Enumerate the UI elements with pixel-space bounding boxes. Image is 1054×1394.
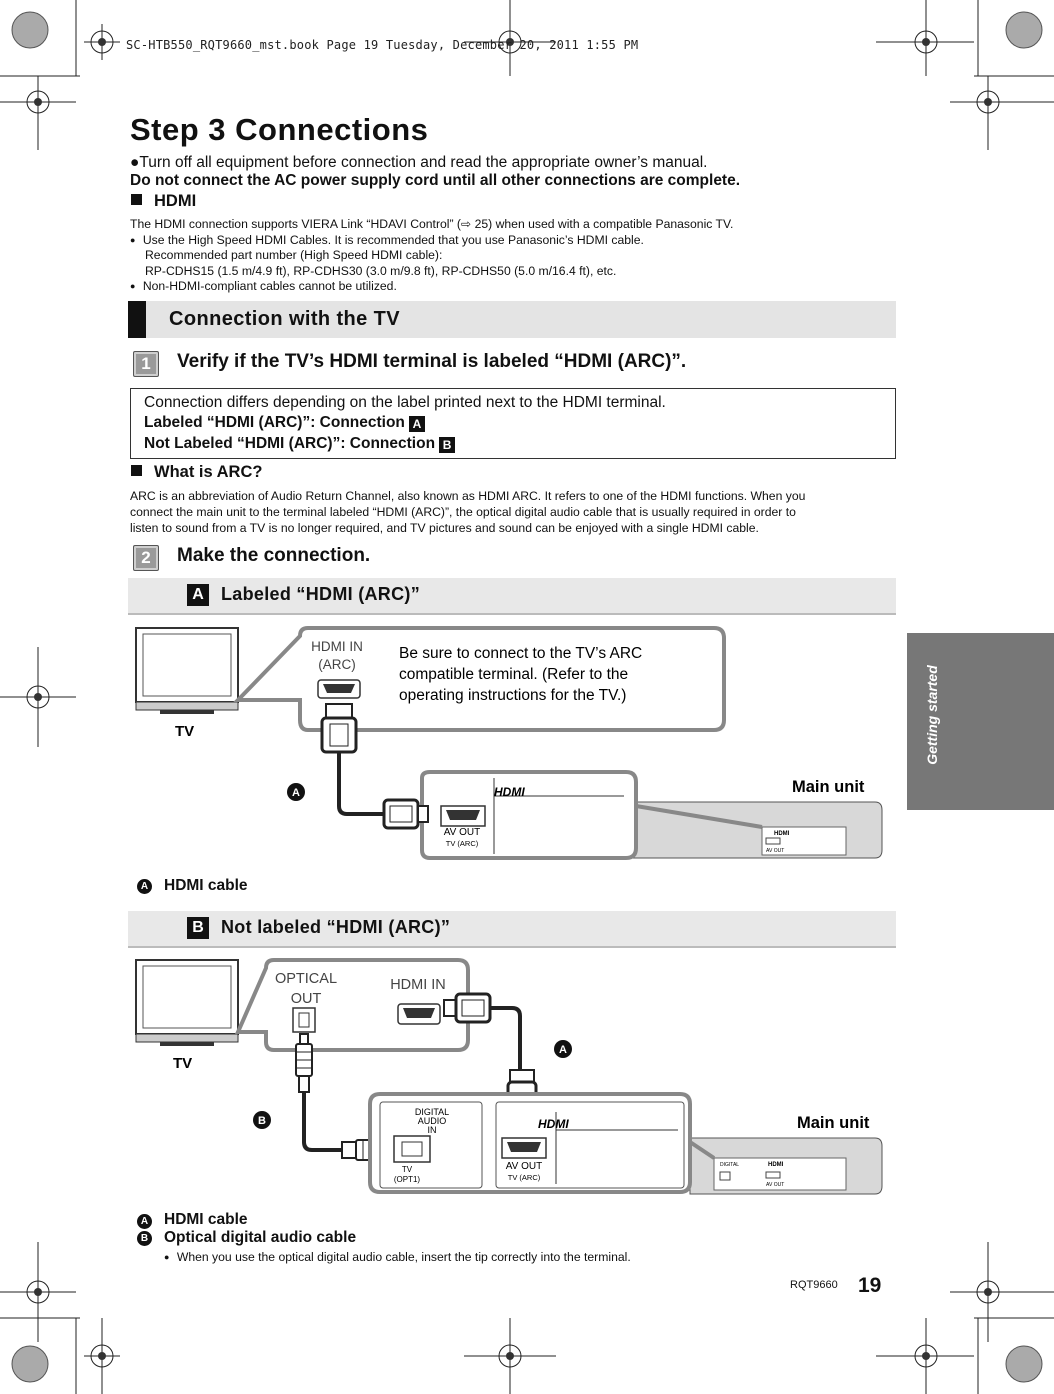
connection-a-letter: A: [187, 584, 209, 606]
hdmi-bullet-1-line-3: RP-CDHS15 (1.5 m/4.9 ft), RP-CDHS30 (3.0 m/9.8 ft), RP-CDHS50 (5.0 m/16.4 ft), etc.: [145, 264, 617, 278]
connection-b-header: [128, 911, 896, 948]
letter-b-badge: B: [439, 437, 455, 453]
optical-cable: [304, 1092, 344, 1150]
box-line-2: [144, 414, 425, 432]
step-2-badge: 2: [133, 545, 159, 571]
connection-b-title: Not labeled “HDMI (ARC)”: [221, 917, 451, 937]
connection-b-diagram: [130, 952, 896, 1202]
legend-note: ● When you use the optical digital audio cable, insert the tip correctly into the terminal.: [164, 1250, 631, 1264]
arc-line-2: connect the main unit to the terminal labeled “HDMI (ARC)”, the optical digital audio cable that is usually required in order to: [130, 505, 796, 519]
marker-b: B: [258, 1115, 266, 1127]
connection-a-diagram: [130, 620, 896, 868]
main-unit-a-label: Main unit: [792, 778, 865, 796]
marker-a-b: A: [559, 1044, 567, 1056]
hdmi-text: The HDMI connection supports VIERA Link “HDAVI Control” (⇨ 25) when used with a compatible Panasonic TV.: [130, 217, 734, 231]
svg-text:DIGITAL: DIGITAL: [720, 1162, 740, 1168]
hdmi-plug-icon: [322, 704, 356, 752]
box-line-3-text: Not Labeled “HDMI (ARC)”: Connection: [144, 435, 436, 452]
legend-b-a-text: HDMI cable: [164, 1211, 248, 1228]
label-info-box: [130, 388, 896, 459]
arc-heading-text: What is ARC?: [154, 463, 263, 481]
svg-text:AV OUT: AV OUT: [766, 1182, 785, 1188]
hdmi-bullet-2: ● Non-HDMI-compliant cables cannot be utilized.: [130, 279, 397, 293]
svg-text:HDMI: HDMI: [774, 831, 790, 837]
optical-out-line-1: OPTICAL: [274, 971, 338, 987]
footer-code: RQT9660: [790, 1279, 838, 1291]
step-1-badge: 1: [133, 351, 159, 377]
page-title: Step 3 Connections: [130, 112, 429, 147]
section-header: [128, 301, 896, 338]
side-tab: [907, 633, 1054, 810]
callout-line-3: operating instructions for the TV.): [399, 687, 627, 704]
square-bullet-icon: [131, 465, 142, 476]
intro-bullet: ●Turn off all equipment before connection and read the appropriate owner’s manual.: [130, 154, 708, 171]
hdmi-bullet-1: ● Use the High Speed HDMI Cables. It is recommended that you use Panasonic’s HDMI cable.: [130, 233, 644, 247]
callout-line-1: Be sure to connect to the TV’s ARC: [399, 645, 643, 662]
hdmi-cable-a: [339, 752, 388, 814]
digital-line-1: DIGITAL: [414, 1107, 450, 1117]
av-out-b-label: AV OUT: [505, 1161, 543, 1172]
tv-small-label: TV: [401, 1165, 413, 1174]
svg-text:HDMI: HDMI: [768, 1162, 784, 1168]
hdmi-logo-a: HDMI: [494, 785, 525, 799]
legend-note-text: When you use the optical digital audio cable, insert the tip correctly into the terminal.: [176, 1250, 631, 1264]
hdmi-bullet-1-line-2: Recommended part number (High Speed HDMI cable):: [145, 248, 443, 262]
av-out-a-label: AV OUT: [443, 827, 481, 838]
hdmi-logo-b: HDMI: [538, 1117, 569, 1131]
arc-line-1: ARC is an abbreviation of Audio Return Channel, also known as HDMI ARC. It refers to one of the HDMI functions. When you: [130, 489, 806, 503]
legend-a-icon: A: [137, 879, 152, 894]
opt1-label: (OPT1): [393, 1175, 421, 1184]
digital-line-2: AUDIO: [417, 1116, 447, 1126]
tv-a-label: TV: [175, 723, 195, 740]
tv-a: [136, 628, 238, 714]
step-2-heading: Make the connection.: [177, 545, 371, 566]
hdmi-bullet-2-text: Non-HDMI-compliant cables cannot be utilized.: [142, 279, 397, 293]
box-line-2-text: Labeled “HDMI (ARC)”: Connection: [144, 414, 405, 431]
intro-warning: Do not connect the AC power supply cord until all other connections are complete.: [130, 172, 741, 189]
legend-b-b-icon: B: [137, 1231, 152, 1246]
connection-a-header: [128, 578, 896, 615]
letter-a-badge: A: [409, 416, 425, 432]
cable-marker-a: A: [292, 787, 300, 799]
tv-b-label: TV: [173, 1055, 193, 1072]
hdmi-heading-text: HDMI: [154, 192, 197, 210]
square-bullet-icon: [131, 194, 142, 205]
main-unit-b: [690, 1138, 882, 1194]
legend-b-a-icon: A: [137, 1214, 152, 1229]
connection-a-title: Labeled “HDMI (ARC)”: [221, 584, 420, 604]
legend-a-text: HDMI cable: [164, 877, 248, 894]
callout-line-2: compatible terminal. (Refer to the: [399, 666, 629, 683]
main-unit-b-label: Main unit: [797, 1114, 870, 1132]
side-tab-label: Getting started: [924, 665, 940, 765]
tv-arc-b-label: TV (ARC): [507, 1173, 541, 1182]
box-line-3: [144, 435, 455, 453]
hdmi-heading: [131, 192, 196, 211]
step-1-heading: Verify if the TV’s HDMI terminal is labeled “HDMI (ARC)”.: [177, 351, 687, 372]
tv-arc-a-label: TV (ARC): [445, 839, 479, 848]
arc-label: (ARC): [318, 657, 356, 672]
connection-b-letter: B: [187, 917, 209, 939]
section-header-block: [128, 301, 146, 338]
page-number: 19: [858, 1274, 882, 1297]
hdmi-cable-b: [490, 1008, 520, 1072]
hdmi-bullet-1-line-1: Use the High Speed HDMI Cables. It is recommended that you use Panasonic’s HDMI cable.: [142, 233, 644, 247]
digital-line-3: IN: [427, 1125, 437, 1135]
svg-text:AV OUT: AV OUT: [766, 848, 785, 854]
legend-b-b-text: Optical digital audio cable: [164, 1229, 357, 1246]
box-line-1: Connection differs depending on the label printed next to the HDMI terminal.: [144, 394, 666, 411]
hdmi-in-b-label: HDMI IN: [390, 977, 446, 993]
arc-line-3: listen to sound from a TV is no longer required, and TV pictures and sound can be enjoyed with a single HDMI cable.: [130, 521, 759, 535]
print-header-line: SC-HTB550_RQT9660_mst.book Page 19 Tuesday, December 20, 2011 1:55 PM: [126, 38, 639, 52]
arc-heading: [131, 463, 262, 482]
tv-b: [136, 960, 238, 1046]
optical-out-line-2: OUT: [290, 991, 322, 1007]
hdmi-in-label: HDMI IN: [311, 639, 363, 654]
section-title: Connection with the TV: [169, 308, 401, 330]
